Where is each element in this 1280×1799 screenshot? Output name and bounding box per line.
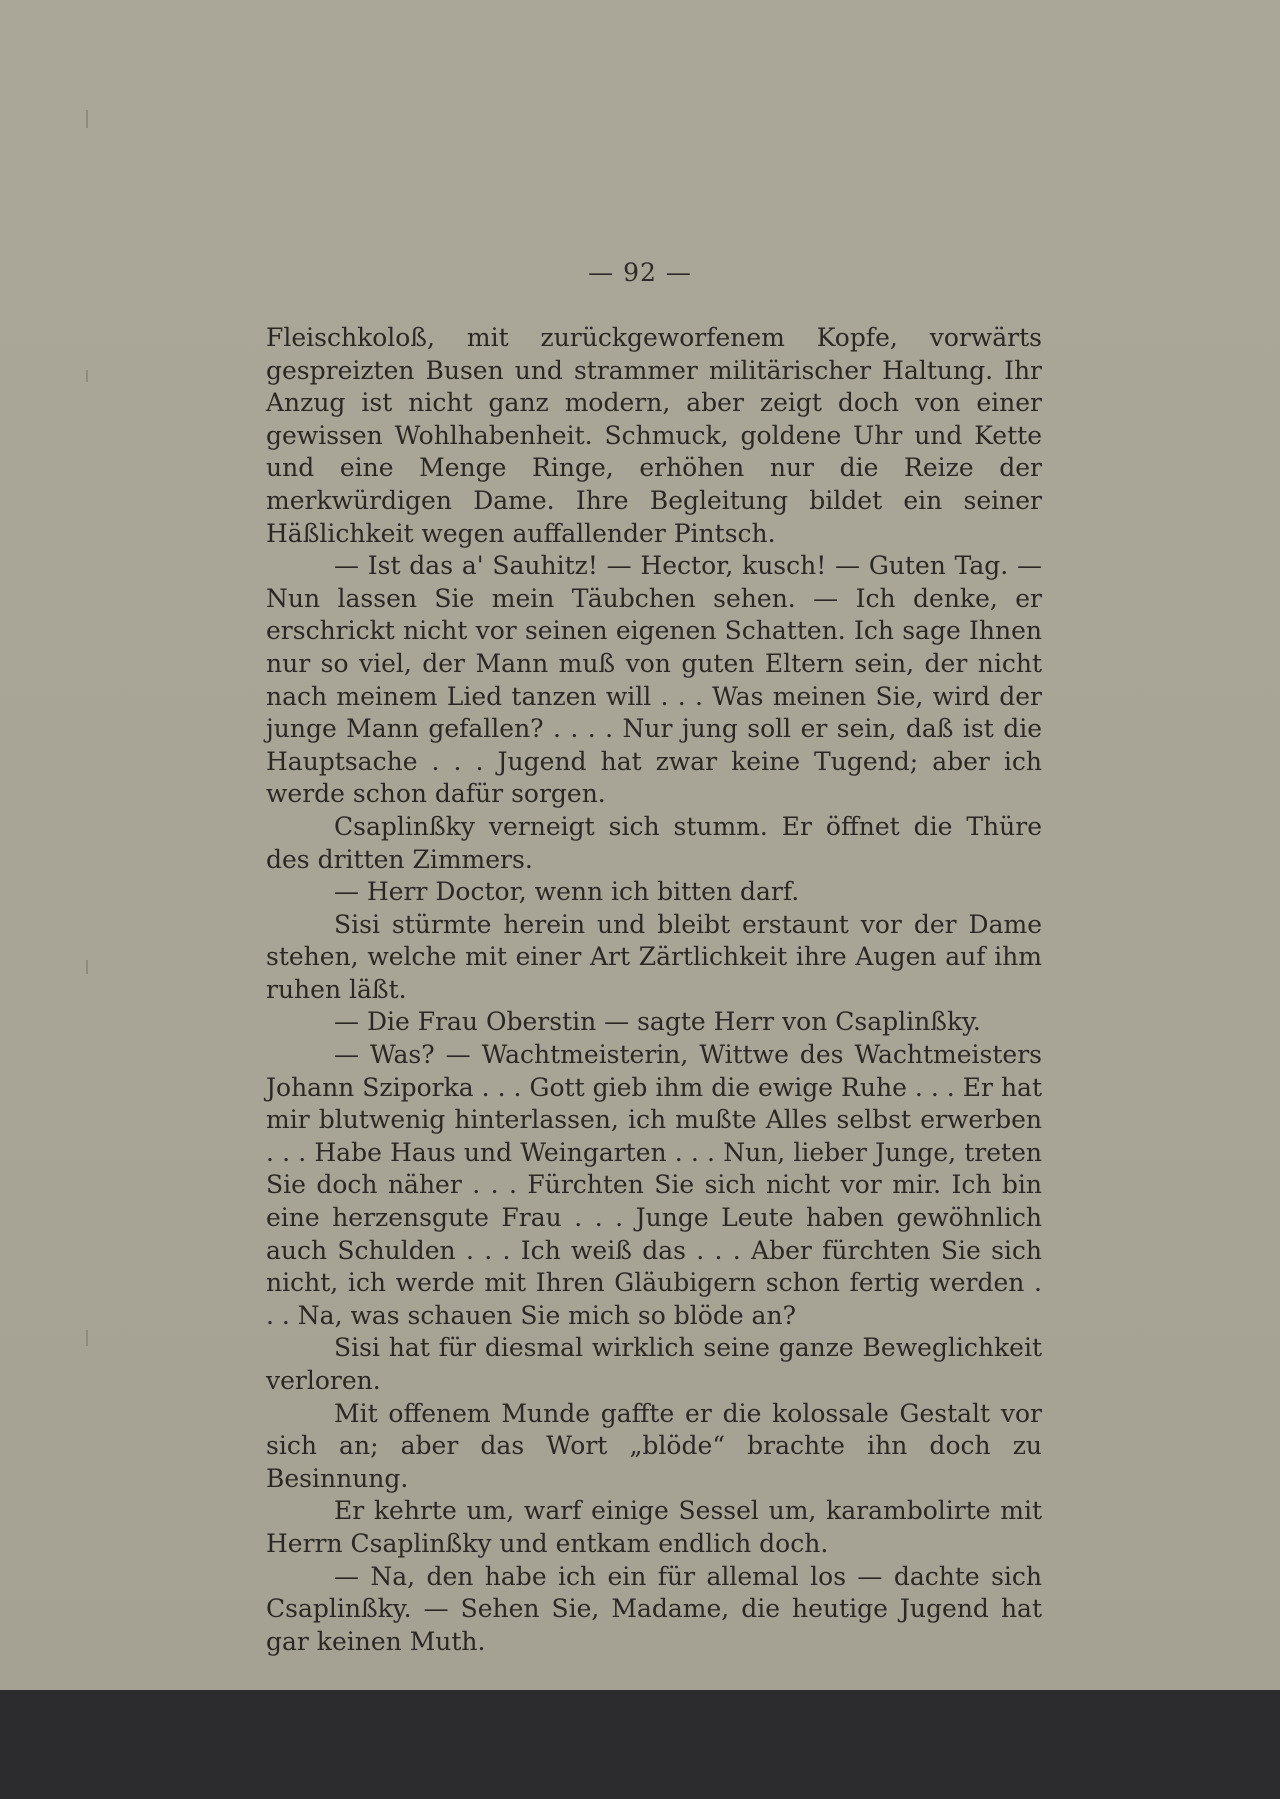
paragraph: — Was? — Wachtmeisterin, Wittwe des Wachtmeisters Johann Sziporka . . . Gott gieb ihm die ewige Ruhe . . . Er hat mir blutwenig hinterlassen, ich mußte Alles selbst erwerben . . . Habe Haus und Weingarten . . . Nun, lieber Junge, treten Sie doch näher . . . Fürchten Sie sich nicht vor mir. Ich bin eine herzensgute Frau . . . Junge Leute haben gewöhnlich auch Schulden . . . Ich weiß das . . . Aber fürchten Sie sich nicht, ich werde mit Ihren Gläubigern schon fertig werden . . . Na, was schauen Sie mich so blöde an? (266, 1040, 1042, 1330)
fold-mark (86, 960, 88, 974)
paragraph: Er kehrte um, warf einige Sessel um, karambolirte mit Herrn Csaplinßky und entkam endlich doch. (266, 1496, 1042, 1558)
paragraph: — Herr Doctor, wenn ich bitten darf. (334, 877, 800, 907)
paragraph: — Na, den habe ich ein für allemal los — dachte sich Csaplinßky. — Sehen Sie, Madame, die heutige Jugend hat gar keinen Muth. (266, 1561, 1042, 1656)
paragraph: Sisi hat für diesmal wirklich seine ganze Beweglichkeit verloren. (266, 1333, 1042, 1395)
paragraph: — Ist das a' Sauhitz! — Hector, kusch! — Guten Tag. — Nun lassen Sie mein Täubchen sehen. — Ich denke, er erschrickt nicht vor seinen eigenen Schatten. Ich sage Ihnen nur so viel, der Mann muß von guten Eltern sein, der nicht nach meinem Lied tanzen will . . . Was meinen Sie, wird der junge Mann gefallen? . . . . Nur jung soll er sein, daß ist die Hauptsache . . . Jugend hat zwar keine Tugend; aber ich werde schon dafür sorgen. (266, 551, 1042, 809)
paragraph: Mit offenem Munde gaffte er die kolossale Gestalt vor sich an; aber das Wort „blöde“ brachte ihn doch zu Besinnung. (266, 1398, 1042, 1493)
paragraph: Sisi stürmte herein und bleibt erstaunt vor der Dame stehen, welche mit einer Art Zärtlichkeit ihre Augen auf ihm ruhen läßt. (266, 909, 1042, 1004)
paragraph: — Die Frau Oberstin — sagte Herr von Csaplinßky. (334, 1007, 981, 1037)
scanner-background (0, 1690, 1280, 1799)
fold-mark (86, 1330, 88, 1346)
fold-mark (86, 110, 88, 128)
paragraph: Csaplinßky verneigt sich stumm. Er öffnet die Thüre des dritten Zimmers. (266, 811, 1042, 874)
body-text (266, 322, 1042, 1658)
fold-mark (86, 370, 88, 382)
page-number: — 92 — (588, 258, 692, 287)
paragraph: Fleischkoloß, mit zurückgeworfenem Kopfe, vorwärts gespreizten Busen und strammer militärischer Haltung. Ihr Anzug ist nicht ganz modern, aber zeigt doch von einer gewissen Wohlhabenheit. Schmuck, goldene Uhr und Kette und eine Menge Ringe, erhöhen nur die Reize der merkwürdigen Dame. Ihre Begleitung bildet ein seiner Häßlichkeit wegen auffallender Pintsch. (266, 323, 1042, 548)
